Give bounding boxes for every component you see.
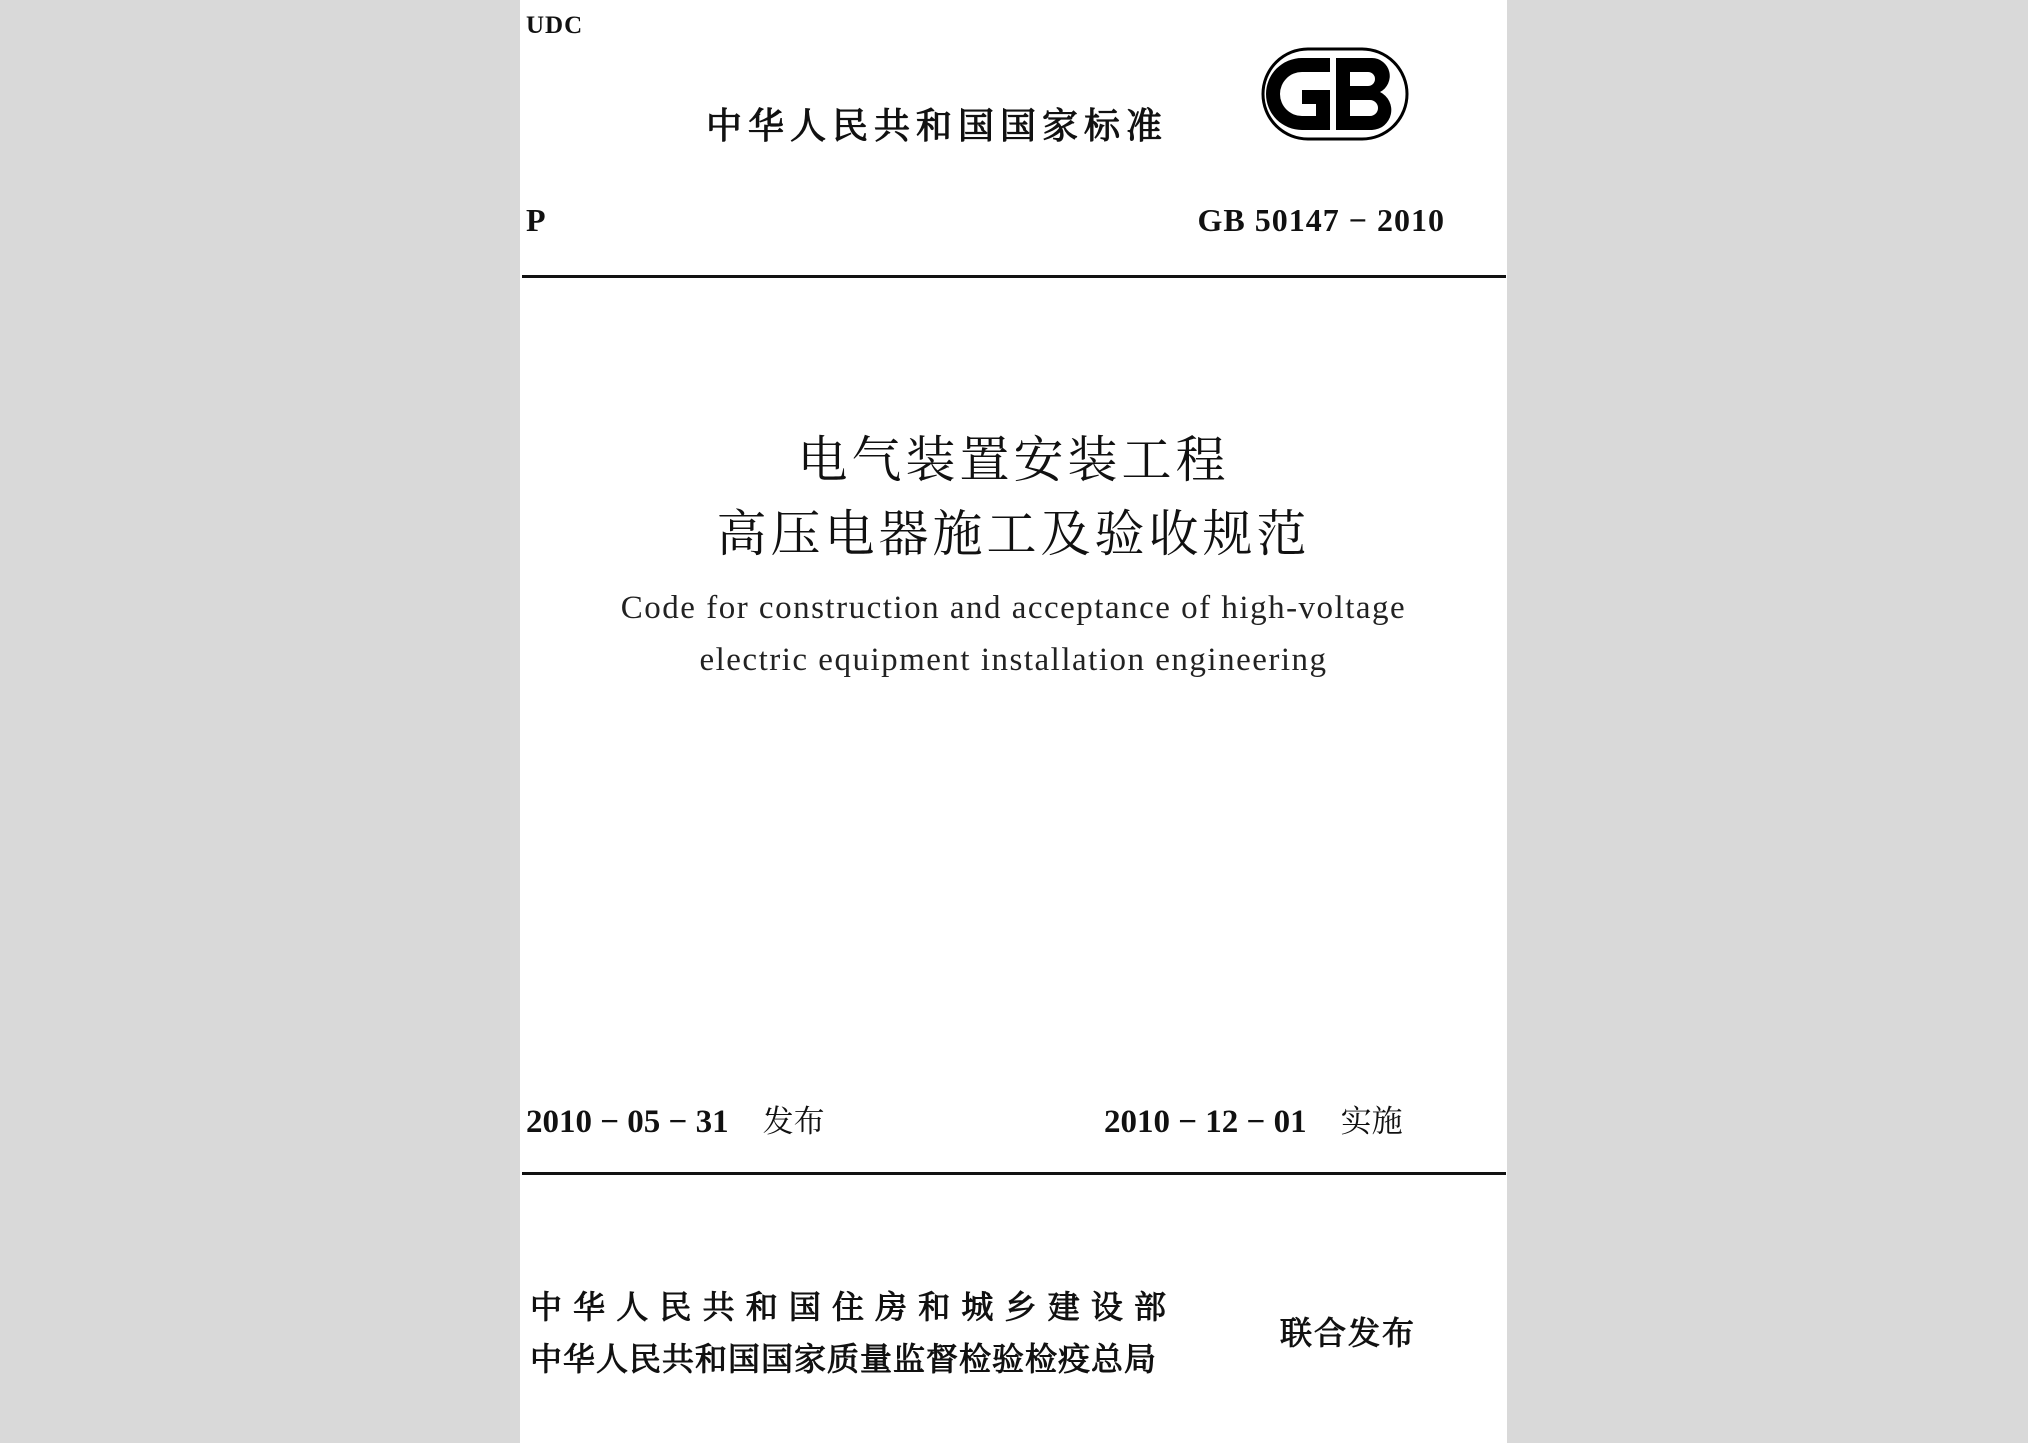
implement-date-block [1104,1096,1403,1141]
header-divider [522,275,1506,278]
classification-code: P [526,202,546,238]
title-cn-line2: 高压电器施工及验收规范 [716,505,1311,563]
issuer-ministry-housing: 中 华 人 民 共 和 国 住 房 和 城 乡 建 设 部 [530,1288,1166,1326]
issue-date-block [526,1096,825,1141]
issuer-aqsiq: 中华人民共和国国家质量监督检验检疫总局 [530,1340,1158,1378]
implement-date: 2010 − 12 − 01 [1104,1104,1307,1140]
issue-label: 发布 [762,1104,825,1140]
footer-divider [522,1172,1506,1175]
national-standard-heading: 中华人民共和国国家标准 [706,106,1169,147]
document-page [520,0,1507,1443]
implement-label: 实施 [1340,1104,1403,1140]
title-en-line2: electric equipment installation engineering [699,642,1328,678]
issue-date: 2010 − 05 − 31 [526,1104,729,1140]
joint-release-label: 联合发布 [1280,1314,1417,1352]
standard-number: GB 50147 − 2010 [1197,202,1445,238]
gb-logo-icon [1260,46,1410,142]
title-cn-line1: 电气装置安装工程 [797,431,1230,489]
udc-label: UDC [526,12,584,39]
title-en-line1: Code for construction and acceptance of high-voltage [620,590,1407,626]
